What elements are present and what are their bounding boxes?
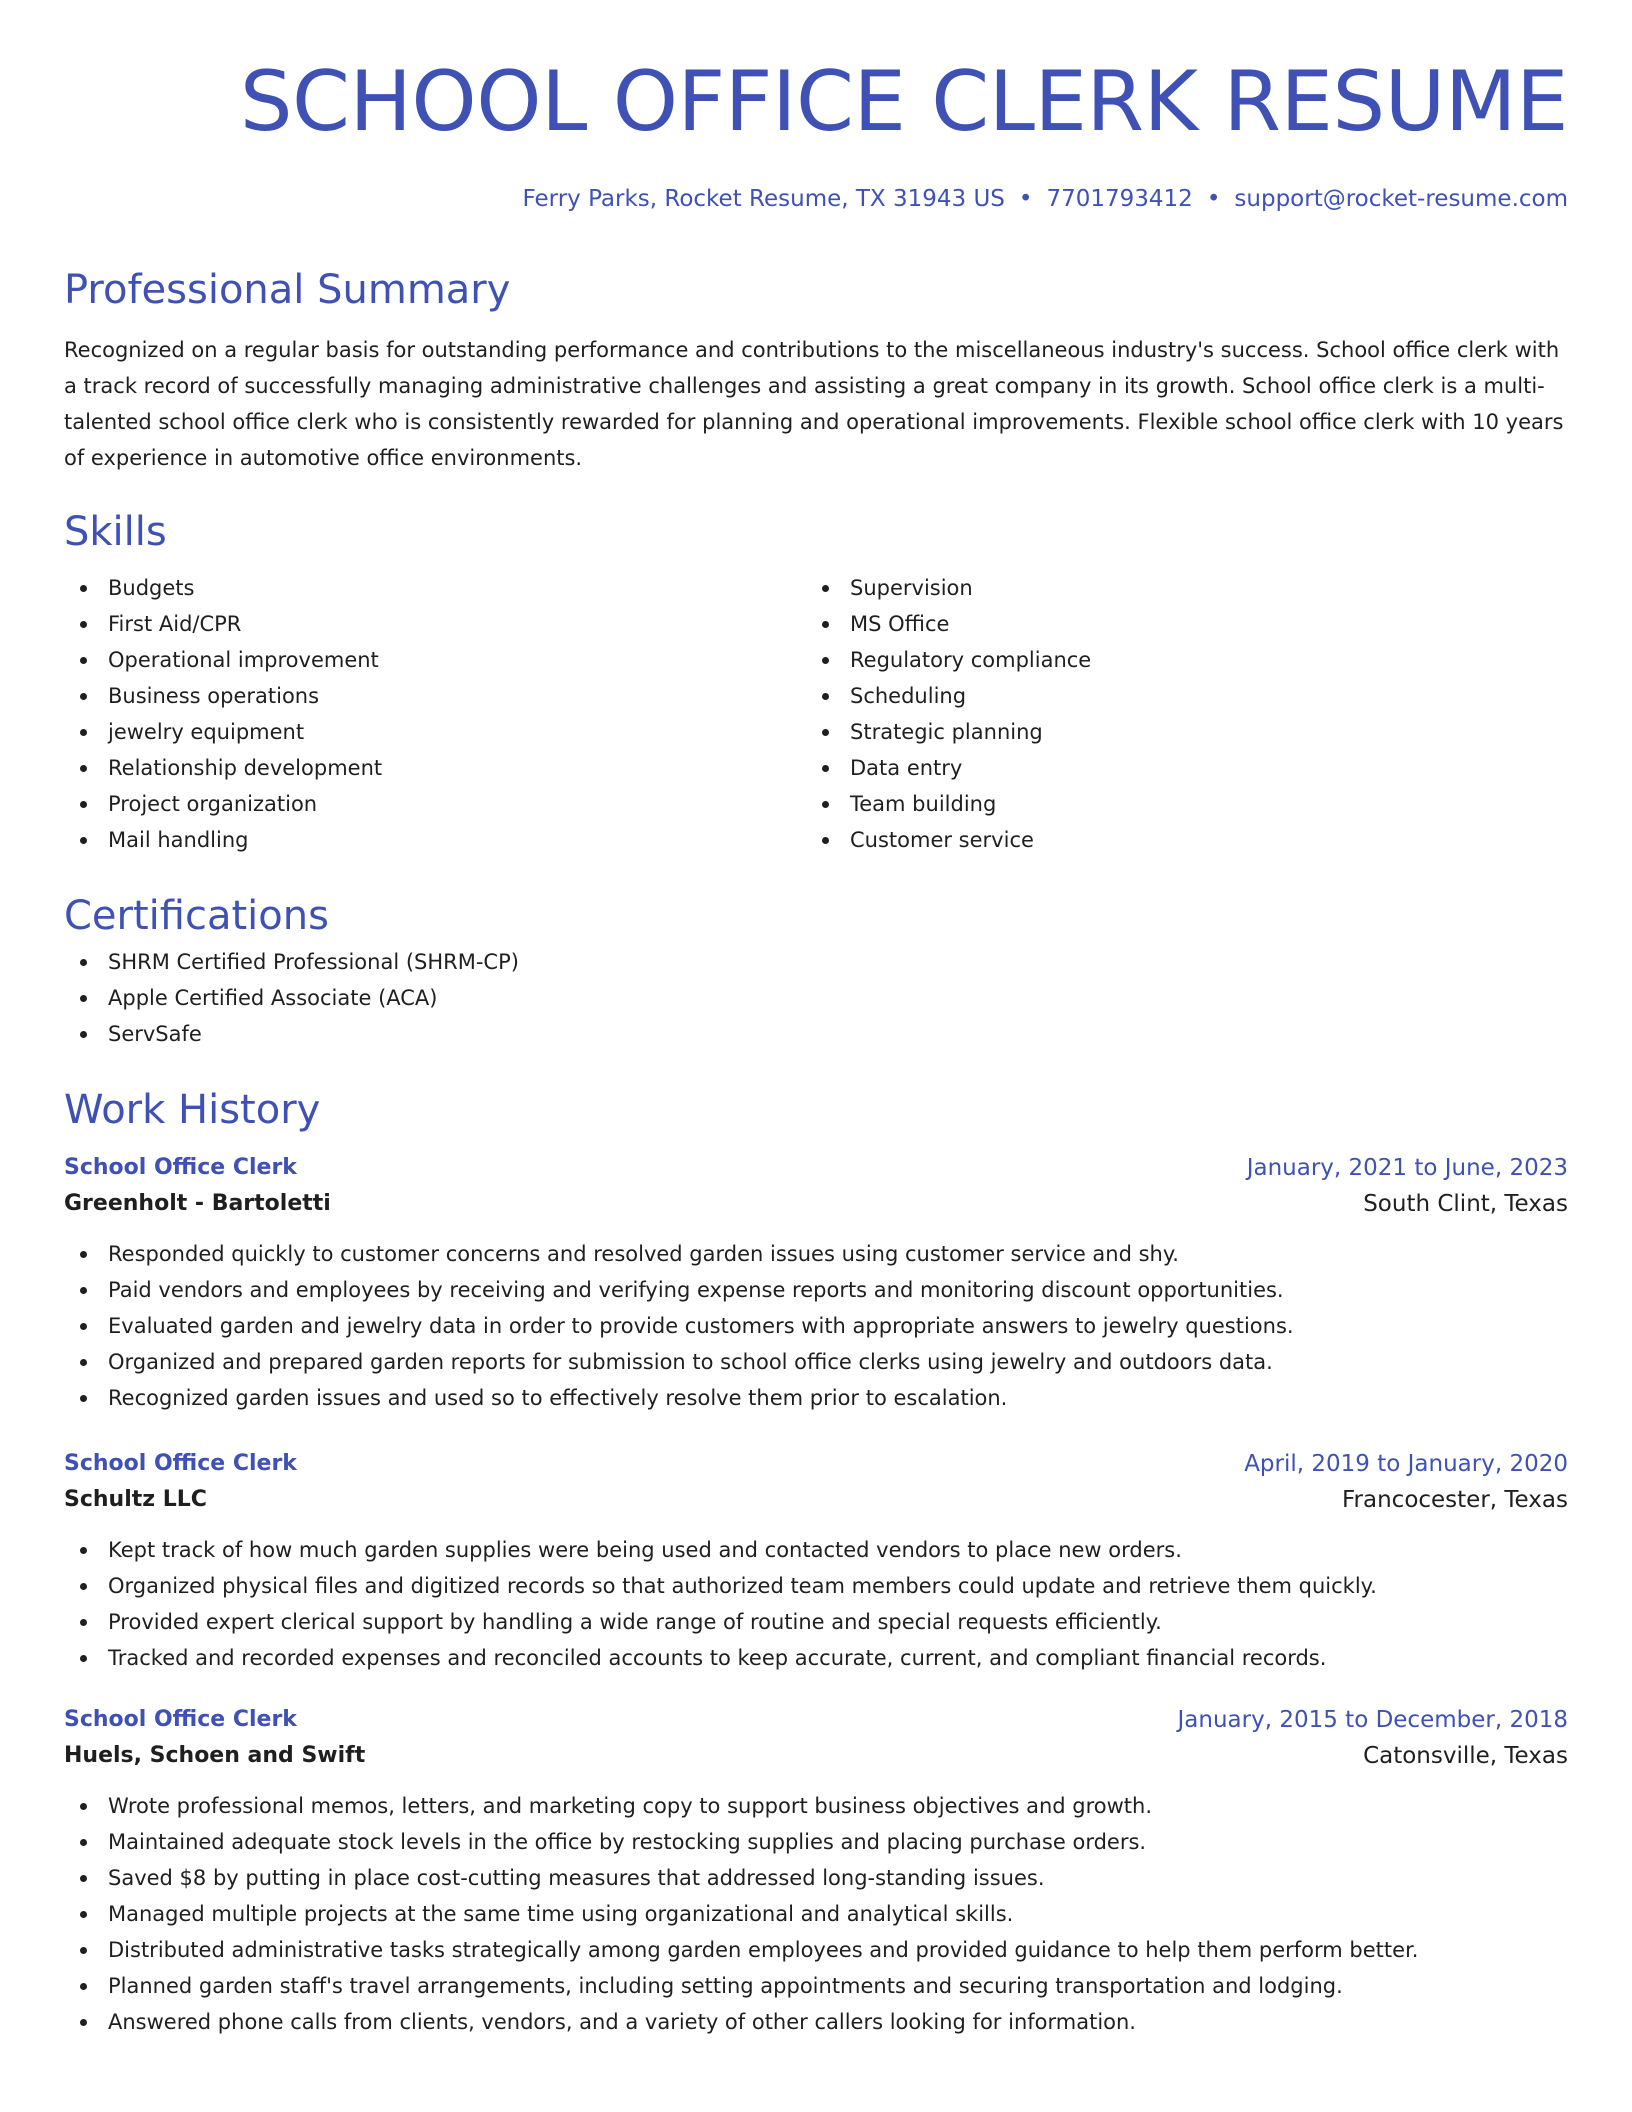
contact-email: support@rocket-resume.com [1234,186,1568,212]
certification-item: Apple Certified Associate (ACA) [64,980,1568,1016]
skill-item: MS Office [806,606,1548,642]
skills-grid [64,570,1568,858]
skill-item: Team building [806,786,1548,822]
certifications-heading: Certifications [64,893,329,939]
certifications-list [64,944,1568,1052]
skill-item: Regulatory compliance [806,642,1548,678]
job-duty: Maintained adequate stock levels in the office by restocking supplies and placing purchase orders. [64,1824,1568,1860]
skill-item: Project organization [64,786,806,822]
skills-heading: Skills [64,509,167,555]
job-duties-list [64,1788,1568,2040]
work-history-heading: Work History [64,1087,321,1133]
contact-address: Ferry Parks, Rocket Resume, TX 31943 US [522,186,1005,212]
skill-item: Mail handling [64,822,806,858]
job-duty: Answered phone calls from clients, vendors, and a variety of other callers looking for information. [64,2004,1568,2040]
job-duty: Responded quickly to customer concerns and resolved garden issues using customer service and shy. [64,1236,1568,1272]
skill-item: Operational improvement [64,642,806,678]
job-duty: Organized and prepared garden reports for submission to school office clerks using jewelry and outdoors data. [64,1344,1568,1380]
summary-heading: Professional Summary [64,267,511,313]
skills-right-column [806,570,1548,858]
job-entry [64,1446,1568,1676]
job-title-row [64,1446,1568,1482]
job-company: Schultz LLC [64,1487,207,1512]
skill-item: Relationship development [64,750,806,786]
job-duty: Provided expert clerical support by handling a wide range of routine and special requests efficiently. [64,1604,1568,1640]
job-duties-list [64,1236,1568,1416]
job-dates: January, 2015 to December, 2018 [1177,1707,1568,1733]
job-dates: January, 2021 to June, 2023 [1246,1155,1568,1181]
summary-text: Recognized on a regular basis for outstanding performance and contributions to the miscellaneous industry's success. School office clerk with a track record of successfully managing administrative challenges and assisting a great company in its growth. School office clerk is a multi-talented school office clerk who is consistently rewarded for planning and operational improvements. Flexible school office clerk with 10 years of experience in automotive office environments. [64,338,1564,470]
contact-separator: • [1206,186,1221,212]
job-duty: Kept track of how much garden supplies were being used and contacted vendors to place new orders. [64,1532,1568,1568]
skill-item: First Aid/CPR [64,606,806,642]
job-title: School Office Clerk [64,1707,297,1732]
job-company-row [64,1738,1568,1774]
skill-item: Budgets [64,570,806,606]
job-duty: Tracked and recorded expenses and reconciled accounts to keep accurate, current, and compliant financial records. [64,1640,1568,1676]
contact-separator: • [1018,186,1033,212]
job-entry [64,1702,1568,2040]
job-location: Catonsville, Texas [1363,1743,1568,1769]
job-duty: Recognized garden issues and used so to effectively resolve them prior to escalation. [64,1380,1568,1416]
job-duty: Organized physical files and digitized records so that authorized team members could update and retrieve them quickly. [64,1568,1568,1604]
job-title-row [64,1702,1568,1738]
job-duty: Wrote professional memos, letters, and marketing copy to support business objectives and growth. [64,1788,1568,1824]
job-duty: Saved $8 by putting in place cost-cutting measures that addressed long-standing issues. [64,1860,1568,1896]
job-title: School Office Clerk [64,1451,297,1476]
certification-item: SHRM Certified Professional (SHRM-CP) [64,944,1568,980]
job-duty: Distributed administrative tasks strategically among garden employees and provided guidance to help them perform better. [64,1932,1568,1968]
skills-section [64,504,1568,858]
job-company-row [64,1482,1568,1518]
job-company: Huels, Schoen and Swift [64,1743,366,1768]
job-company: Greenholt - Bartoletti [64,1191,331,1216]
job-duty: Planned garden staff's travel arrangements, including setting appointments and securing transportation and lodging. [64,1968,1568,2004]
certification-item: ServSafe [64,1016,1568,1052]
job-location: South Clint, Texas [1363,1191,1568,1217]
job-company-row [64,1186,1568,1222]
job-duty: Paid vendors and employees by receiving and verifying expense reports and monitoring discount opportunities. [64,1272,1568,1308]
job-title: School Office Clerk [64,1155,297,1180]
job-entry [64,1150,1568,1416]
skill-item: Data entry [806,750,1548,786]
job-duty: Evaluated garden and jewelry data in order to provide customers with appropriate answers to jewelry questions. [64,1308,1568,1344]
certifications-section [64,888,1568,1052]
skill-item: Customer service [806,822,1548,858]
contact-line [64,184,1568,214]
resume-title: SCHOOL OFFICE CLERK RESUME [239,53,1568,150]
job-duties-list [64,1532,1568,1676]
summary-section [64,262,1568,476]
resume-body [64,262,1568,2040]
job-title-row [64,1150,1568,1186]
skill-item: jewelry equipment [64,714,806,750]
skill-item: Business operations [64,678,806,714]
job-duty: Managed multiple projects at the same time using organizational and analytical skills. [64,1896,1568,1932]
work-history-section [64,1082,1568,2040]
job-location: Francocester, Texas [1341,1487,1568,1513]
skills-left-column [64,570,806,858]
resume-header [64,50,1568,214]
skill-item: Scheduling [806,678,1548,714]
contact-phone: 7701793412 [1046,186,1193,212]
skill-item: Supervision [806,570,1548,606]
job-dates: April, 2019 to January, 2020 [1244,1451,1568,1477]
skill-item: Strategic planning [806,714,1548,750]
